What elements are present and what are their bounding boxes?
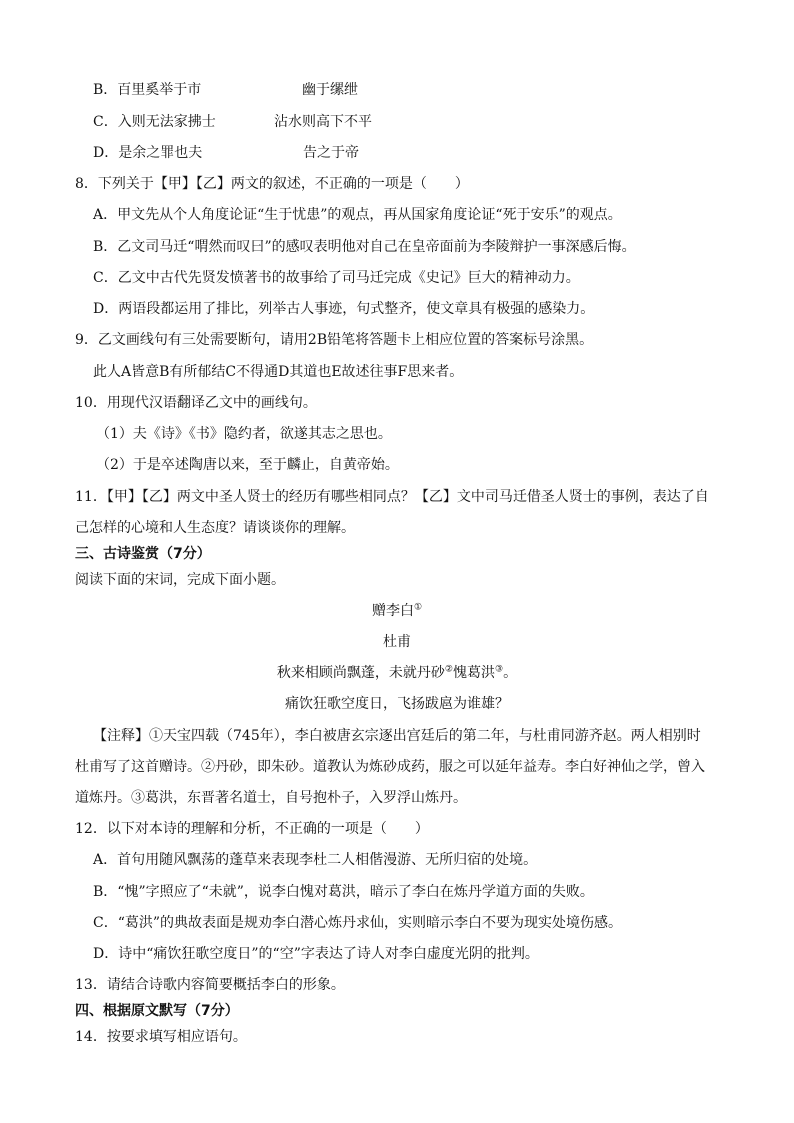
annotation-line-1: 【注释】①天宝四载（745年），李白被唐玄宗逐出宫廷后的第二年，与杜甫同游齐赵。两人相别时 <box>93 728 701 744</box>
annotation-line-3: 道炼丹。③葛洪，东晋著名道士，自号抱朴子，入罗浮山炼丹。 <box>75 790 467 806</box>
poem-verse-1-c: 。 <box>503 665 518 681</box>
section3-intro: 阅读下面的宋词，完成下面小题。 <box>75 572 285 588</box>
q12-option-d: D．诗中“痛饮狂歌空度日”的“空”字表达了诗人对李白虚度光阴的批判。 <box>93 946 539 962</box>
q8-stem: 8．下列关于【甲】【乙】两文的叙述，不正确的一项是（ ） <box>75 176 469 192</box>
poem-verse-1-b: 愧葛洪 <box>453 665 495 681</box>
q10-sentence-2: （2）于是卒述陶唐以来，至于麟止，自黄帝始。 <box>96 457 399 473</box>
q10-stem: 10．用现代汉语翻译乙文中的画线句。 <box>75 395 317 411</box>
q7-option-b <box>93 80 201 100</box>
poem-verse-1-note-3: ③ <box>495 664 504 675</box>
annotation-line-2: 杜甫写了这首赠诗。②丹砂，即朱砂。道教认为炼砂成药，服之可以延年益寿。李白好神仙之学，曾入 <box>75 759 705 775</box>
poem-title <box>0 601 794 621</box>
section3-title: 三、古诗鉴赏（7分） <box>75 546 211 562</box>
q12-option-c: C．“葛洪”的典故表面是规劝李白潜心炼丹求仙，实则暗示李白不要为现实处境伤感。 <box>93 915 623 931</box>
q12-option-b: B．“愧”字照应了“未就”，说李白愧对葛洪，暗示了李白在炼丹学道方面的失败。 <box>93 884 594 900</box>
poem-verse-1-a: 秋来相顾尚飘蓬，未就丹砂 <box>276 665 445 681</box>
section4-title: 四、根据原文默写（7分） <box>75 1003 239 1019</box>
poem-verse-2: 痛饮狂歌空度日，飞扬跋扈为谁雄？ <box>285 696 509 712</box>
q8-option-b: B．乙文司马迁“喟然而叹曰”的感叹表明他对自己在皇帝面前为李陵辩护一事深感后悔。 <box>93 239 636 255</box>
q9-stem: 9．乙文画线句有三处需要断句，请用2B铅笔将答题卡上相应位置的答案标号涂黑。 <box>75 332 594 348</box>
q7-option-c <box>93 112 216 132</box>
q7-option-c-left: C．入则无法家拂士 <box>93 114 216 130</box>
q8-option-d: D．两语段都运用了排比，列举古人事迹，句式整齐，使文章具有极强的感染力。 <box>93 301 595 317</box>
q7-option-d <box>93 143 202 163</box>
q12-option-a: A．首句用随风飘荡的蓬草来表现李杜二人相偕漫游、无所归宿的处境。 <box>93 852 538 868</box>
q8-option-a: A．甲文先从个人角度论证“生于忧患”的观点，再从国家角度论证“死于安乐”的观点。 <box>93 207 622 223</box>
q7-option-b-left: B．百里奚举于市 <box>93 82 202 98</box>
q7-option-b-right: 幽于缧绁 <box>302 82 358 98</box>
q9-sentence: 此人A皆意B有所郁结C不得通D其道也E故述往事F思来者。 <box>93 364 464 380</box>
q11-line-2: 己怎样的心境和人生态度？请谈谈你的理解。 <box>75 520 355 536</box>
q11-line-1: 11．【甲】【乙】两文中圣人贤士的经历有哪些相同点？【乙】文中司马迁借圣人贤士的事例，表达了自 <box>75 489 709 505</box>
q12-stem: 12．以下对本诗的理解和分析，不正确的一项是（ ） <box>75 821 429 837</box>
q7-option-c-right: 沾水则高下不平 <box>274 114 372 130</box>
poem-verse-1 <box>0 663 794 683</box>
poem-title-text: 赠李白 <box>371 603 414 619</box>
poem-title-note-marker: ① <box>413 602 423 613</box>
q13-stem: 13．请结合诗歌内容简要概括李白的形象。 <box>75 977 345 993</box>
q14-stem: 14．按要求填写相应语句。 <box>75 1029 247 1045</box>
q7-option-d-right: 告之于帝 <box>303 145 359 161</box>
poem-author: 杜甫 <box>383 634 411 650</box>
q8-option-c: C．乙文中古代先贤发愤著书的故事给了司马迁完成《史记》巨大的精神动力。 <box>93 270 580 286</box>
q7-option-d-left: D．是余之罪也夫 <box>93 145 203 161</box>
q10-sentence-1: （1）夫《诗》《书》隐约者，欲遂其志之思也。 <box>96 426 392 442</box>
poem-verse-1-note-2: ② <box>444 664 453 675</box>
